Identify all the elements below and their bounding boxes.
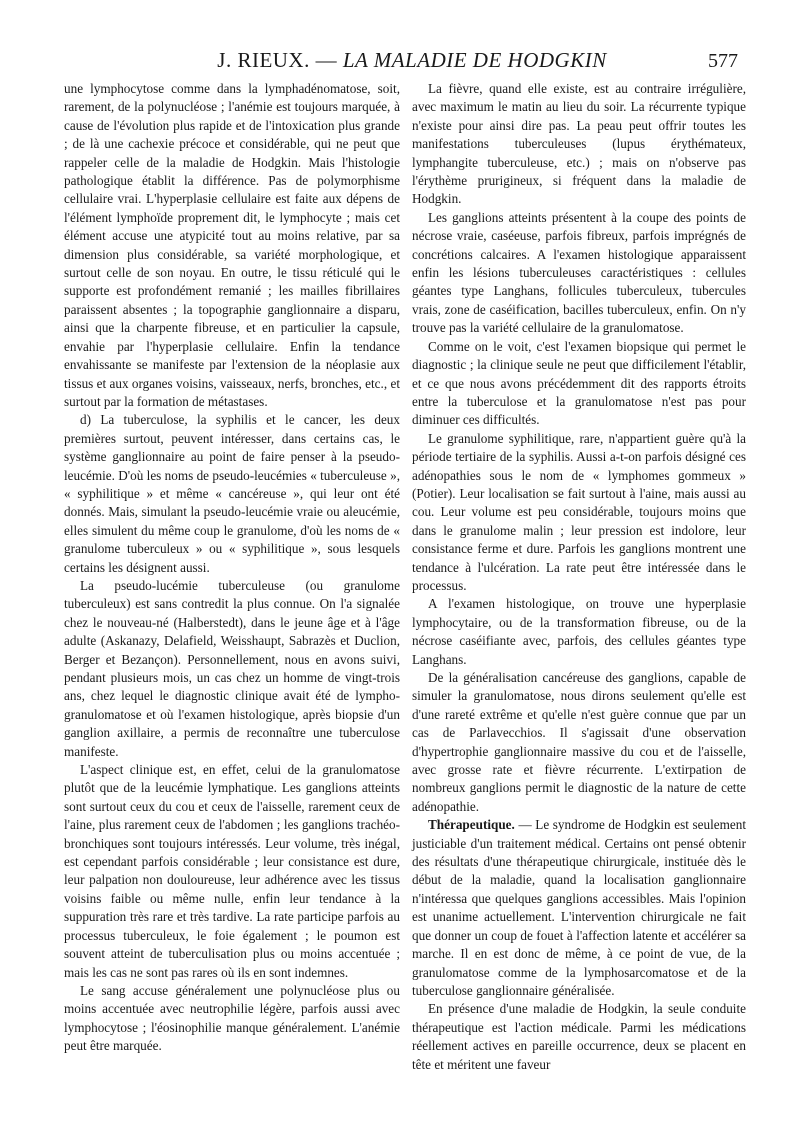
paragraph: Comme on le voit, c'est l'examen biopsique qui permet le diagnostic ; la clinique seule ne peut que difficilement l'établir, et ce que nous avons précédemment dit des rapports étroits entre la tuberculose et la granulomatose n'est pas pour diminuer ces difficultés. <box>412 338 746 428</box>
paragraph: une lymphocytose comme dans la lymphadénomatose, soit, rarement, de la polynucléose ; l'anémie est toujours marquée, à cause de l'évolution plus rapide et de l'intoxication plus grande ; de là une cachexie précoce et considérable, qui ne peut que rappeler celle de la maladie de Hodgkin. Mais l'histologie pathologique établit la différence. Pas de polymorphisme cellulaire vrai. L'hyperplasie cellulaire est faite aux dépens de l'élément lymphoïde proprement dit, le lymphocyte ; mais cet élément accuse une atypicité tout au moins relative, par sa dimension plus considérable, sa variété morphologique, et surtout celle de son noyau. En outre, le tissu réticulé qui le supporte est profondément remanié ; les mailles fibrillaires paraissent absentes ; la topographie ganglionnaire a disparu, ainsi que la charpente fibreuse, et en particulier la capsule, envahie par l'hyperplasie cellulaire. Enfin la tendance envahissante se manifeste par l'extension de la néoplasie aux tissus et aux organes voisins, vaisseaux, nerfs, bronches, etc., et surtout par la formation de métastases. <box>64 81 400 409</box>
paragraph: L'aspect clinique est, en effet, celui de la granulomatose plutôt que de la leucémie lymphatique. Les ganglions atteints sont surtout ceux du cou et ceux de l'aisselle, rarement ceux de l'aine, plus rarement ceux de l'abdomen ; les ganglions trachéo-bronchiques sont toujours intéressés. Leur volume, très inégal, est cependant parfois considérable ; leur consistance est dure, leur palpation non douloureuse, leur adhérence avec les tissus voisins faible ou même nulle, enfin leur tendance à la suppuration très rare et très tardive. La rate participe parfois au processus tuberculeux, le foie également ; le poumon est souvent atteint de tuberculisation plus ou moins accentuée ; mais les cas ne sont pas rares où ils en sont indemnes. <box>64 762 400 980</box>
page-number: 577 <box>708 50 738 72</box>
left-column <box>64 80 400 1056</box>
running-header <box>52 48 738 78</box>
section-heading: Thérapeutique. <box>428 817 515 833</box>
paragraph: La pseudo-lucémie tuberculeuse (ou granulome tuberculeux) est sans contredit la plus connue. On l'a signalée chez le nouveau-né (Halberstedt), dans le jeune âge et à l'âge adulte (Askanazy, Delafield, Weisshaupt, Sabrazès et Duclion, Berger et Bezançon). Personnellement, nous en avons suivi, pendant plusieurs mois, un cas chez un homme de vingt-trois ans, chez lequel le diagnostic clinique avait été de lympho-granulomatose et où l'examen histologique, après biopsie d'un ganglion axillaire, a permis de reconnaître une tuberculose manifeste. <box>64 577 400 759</box>
paragraph-text: — Le syndrome de Hodgkin est seulement justiciable d'un traitement médical. Certains ont pensé obtenir des résultats d'une thérapeutique chirurgicale, instituée dès le début de la maladie, quand la localisation ganglionnaire n'intéressa que quelques ganglions accessibles. Mais l'opinion est unanime actuellement. L'intervention chirurgicale ne fait que donner un coup de fouet à l'affection latente et accélérer sa marche. Il en est donc de même, à ce point de vue, de la granulomatose comme de la lymphosarcomatose et de la tuberculose ganglionnaire généralisée. <box>412 817 746 998</box>
paragraph: A l'examen histologique, on trouve une hyperplasie lymphocytaire, ou de la transformation fibreuse, ou de la nécrose caséifiante avec, parfois, des cellules géantes type Langhans. <box>412 596 746 667</box>
running-title <box>202 48 622 73</box>
title-dash: — <box>315 48 338 72</box>
paragraph: De la généralisation cancéreuse des ganglions, capable de simuler la granulomatose, nous dirons seulement qu'elle est d'une rareté extrême et qu'elle n'est guère connue que par un cas de Parlavecchios. Il s'agissait d'une observation d'hypertrophie ganglionnaire massive du cou et de l'aisselle, avec grosse rate et fièvre récurrente. L'extirpation de nombreux ganglions permit le diagnostic de la nature de cette adénopathie. <box>412 670 746 814</box>
paragraph: Le granulome syphilitique, rare, n'appartient guère qu'à la période tertiaire de la syphilis. Aussi a-t-on parfois désigné ces adénopathies sous le nom de « lymphomes gommeux » (Potier). Leur localisation se fait surtout à l'aine, mais aussi au cou. Leur volume est peu considérable, toujours moins que dans le granulome malin ; leur pression est indolore, leur consistance ferme et dure. Parfois les ganglions montrent une tendance à l'ulcération. La rate peut être intéressée dans le processus. <box>412 430 746 593</box>
paragraph: La fièvre, quand elle existe, est au contraire irrégulière, avec maximum le matin au lieu du soir. La récurrente typique n'existe pour ainsi dire pas. La peau peut offrir toutes les manifestations tuberculeuses (lupus érythémateux, lymphangite tuberculeuse, etc.) ; mais on n'observe pas l'érythème prurigineux, si fréquent dans la maladie de Hodgkin. <box>412 81 746 207</box>
paragraph: Les ganglions atteints présentent à la coupe des points de nécrose vraie, caséeuse, parfois fibreux, parfois imprégnés de concrétions calcaires. A l'examen histologique apparaissent enfin les lésions tuberculeuses caractéristiques : cellules géantes type Langhans, follicules tuberculeux, tubercules vrais, zone de caséification, bacilles tuberculeux, enfin. On n'y trouve pas la variété cellulaire de la granulomatose. <box>412 209 746 336</box>
paragraph: d) La tuberculose, la syphilis et le cancer, les deux premières surtout, peuvent intéresser, dans certains cas, le système ganglionnaire au point de faire penser à la pseudo-leucémie. D'où les noms de pseudo-leucémies « tuberculeuse », « syphilitique » et même « cancéreuse », qui leur ont été donnés. Mais, simulant la pseudo-leucémie vraie ou aleucémie, elles simulent du même coup le granulome, d'où les noms de « granulome tuberculeux » ou « syphilitique », sous lesquels certains les désignent aussi. <box>64 412 400 575</box>
paragraph: En présence d'une maladie de Hodgkin, la seule conduite thérapeutique est l'action médicale. Parmi les médications réellement actives en pareille occurrence, deux se placent en tête et méritent une faveur <box>412 1001 746 1072</box>
work-title: LA MALADIE DE HODGKIN <box>342 48 607 72</box>
paragraph: Le sang accuse généralement une polynucléose plus ou moins accentuée avec neutrophilie légère, parfois aussi avec lymphocytose ; l'éosinophilie manque généralement. L'anémie peut être marquée. <box>64 982 400 1054</box>
therapeutique-paragraph <box>412 816 746 1000</box>
author-name: J. RIEUX. <box>217 48 310 72</box>
right-column <box>412 80 746 1074</box>
